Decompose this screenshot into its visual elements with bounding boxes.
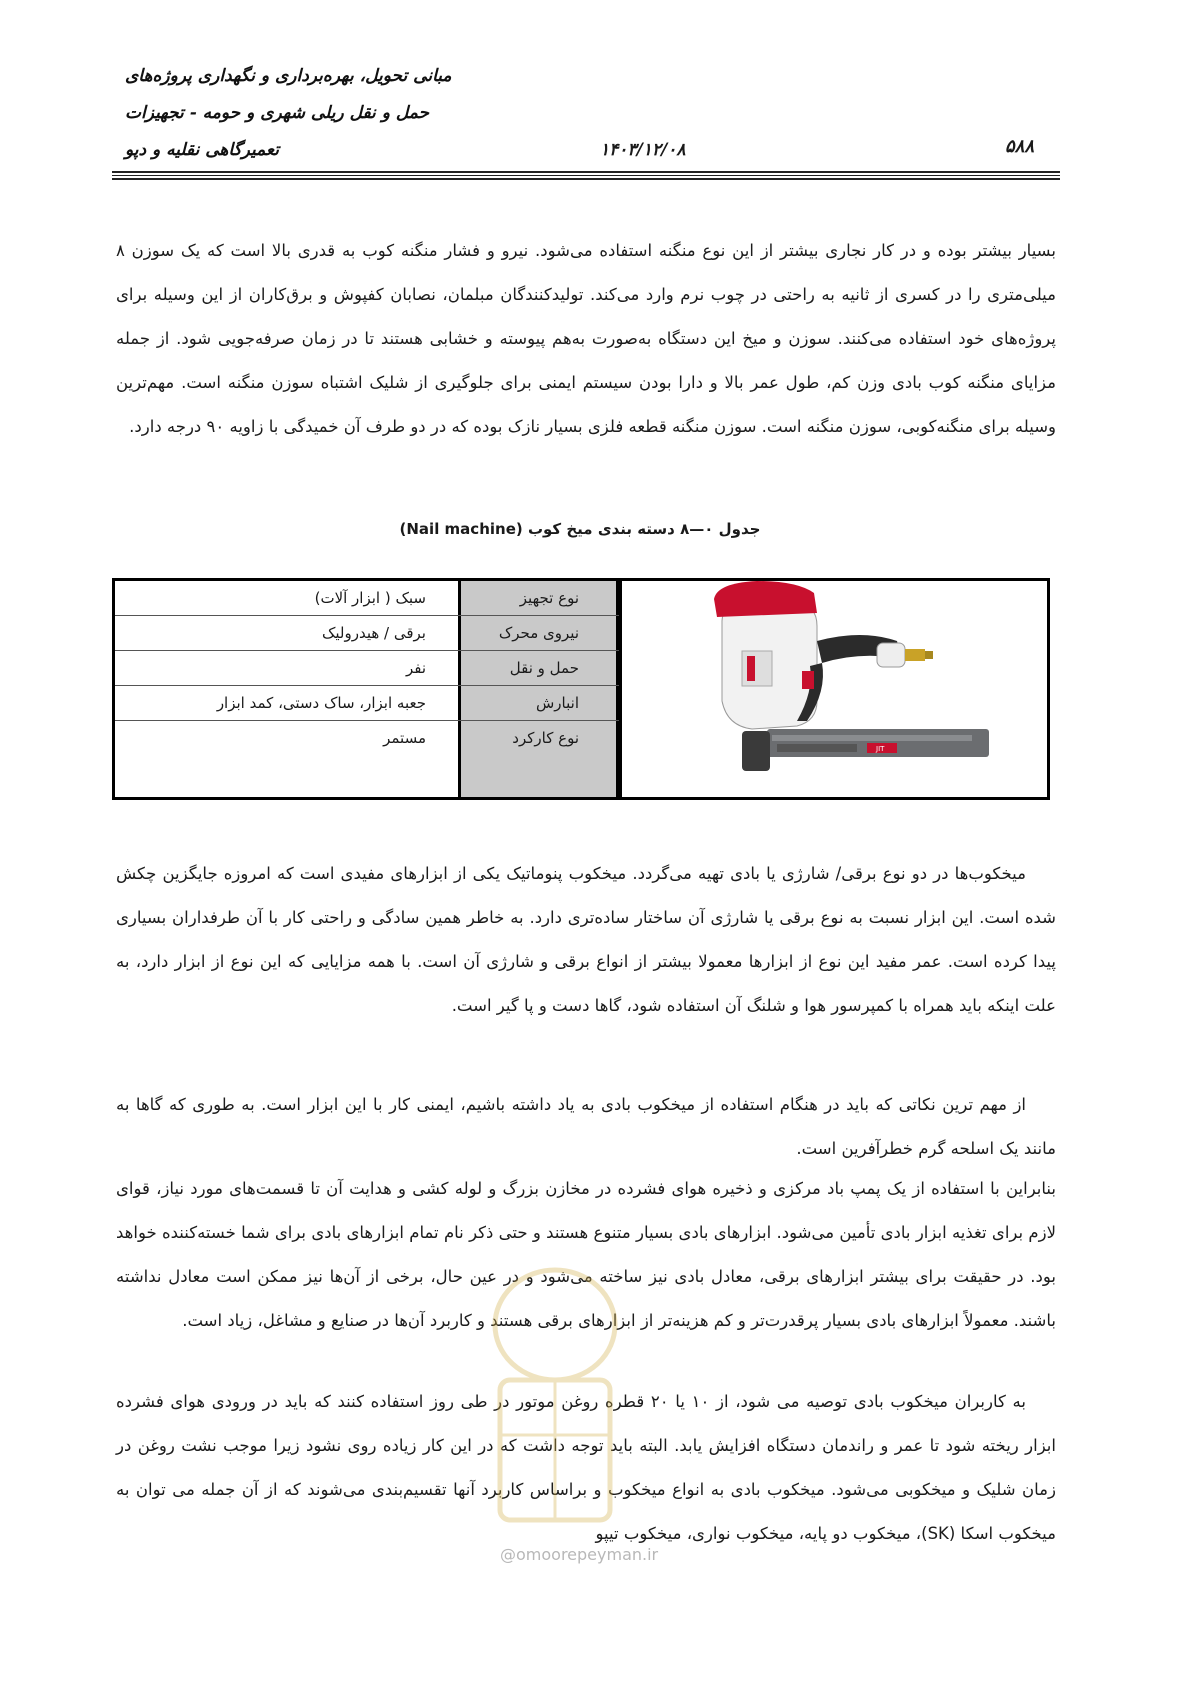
header-rule: [112, 178, 1060, 180]
row-value: نفر: [405, 659, 426, 677]
paragraph-safety: از مهم ترین نکاتی که باید در هنگام استفاده از میخکوب بادی به یاد داشته باشیم، ایمنی کار با این ابزار است. به طوری که گاها به مانند یک اسلحه گرم خطرآفرین است.: [116, 1094, 1056, 1158]
nail-gun-image-cell: [619, 581, 1047, 797]
row-label: انبارش: [536, 694, 579, 712]
nail-machine-table: [112, 578, 1050, 800]
header-rule: [112, 175, 1060, 176]
header-title-line3: تعمیرگاهی نقلیه و دپو: [125, 140, 279, 160]
row-value: برقی / هیدرولیک: [321, 624, 426, 642]
brand-label: JIT: [876, 745, 885, 753]
nail-gun-illustration: [622, 581, 1047, 797]
row-value: سبک ( ابزار آلات): [314, 589, 426, 607]
page-number: ۵۸۸: [1005, 136, 1035, 157]
watermark-logo: [480, 1265, 630, 1565]
row-label: نوع تجهیز: [519, 589, 579, 607]
watermark-text: @omoorepeyman.ir: [500, 1545, 659, 1564]
paragraph-maintenance: به کاربران میخکوب بادی توصیه می شود، از ۱۰ یا ۲۰ قطره روغن موتور در طی روز استفاده کنند که باید در ورودی هوای فشرده ابزار ریخته شود تا عمر و راندمان دستگاه افزایش یابد. البته باید توجه داشت که در این کار زیاده روی نشود زیرا موجب نشت روغن در زمان شلیک و میخکوبی می‌شود. میخکوب بادی به انواع میخکوب و براساس کاربرد آنها تقسیم‌بندی می‌شوند که از آن جمله می توان به میخکوب اسکا (SK)، میخکوب دو پایه، میخکوب نواری، میخکوب تیپو: [116, 1391, 1056, 1543]
paragraph-stapler: بسیار بیشتر بوده و در کار نجاری بیشتر از این نوع منگنه استفاده می‌شود. نیرو و فشار منگنه کوب به قدری بالا است که یک سوزن ۸ میلی‌متری را در کسری از ثانیه به راحتی در چوب نرم وارد می‌کند. تولیدکنندگان مبلمان، نصابان کفپوش و برق‌کاران از این وسیله برای پروژه‌های خود استفاده می‌کنند. سوزن و میخ این دستگاه به‌صورت به‌هم پیوسته و خشابی هستند تا در زمان صرفه‌جویی شود. از جمله مزایای منگنه کوب بادی وزن کم، طول عمر بالا و دارا بودن سیستم ایمنی برای جلوگیری از شلیک اشتباه سوزن منگنه است. مهم‌ترین وسیله برای منگنه‌کوبی، سوزن منگنه است. سوزن منگنه قطعه فلزی بسیار نازک بوده که در دو طرف آن خمیدگی با زاویه ۹۰ درجه دارد.: [116, 240, 1056, 436]
table-row: [115, 616, 619, 651]
row-label: نوع کارکرد: [512, 729, 579, 747]
row-value: مستمر: [383, 729, 426, 747]
row-label: نیروی محرک: [498, 624, 579, 642]
header-title-line1: مبانی تحویل، بهره‌برداری و نگهداری پروژه‌های: [125, 66, 452, 86]
table-row: [115, 651, 619, 686]
table-row: [115, 686, 619, 721]
table-row: [115, 721, 619, 756]
paragraph-pneumatic-tools: بنابراین با استفاده از یک پمپ باد مرکزی و ذخیره هوای فشرده در مخازن بزرگ و لوله کشی و هدایت آن تا قسمت‌های مورد نیاز، قوای لازم برای تغذیه ابزار بادی تأمین می‌شود. ابزارهای بادی بسیار متنوع هستند و حتی ذکر نام تمام ابزارهای بادی برای شما خسته‌کننده خواهد بود. در حقیقت برای بیشتر ابزارهای برقی، معادل بادی نیز ساخته می‌شود و در عین حال، برخی از آن‌ها نیز ممکن است معادل نداشته باشند. معمولاً ابزارهای بادی بسیار پرقدرت‌تر و کم هزینه‌تر از ابزارهای برقی هستند و کاربرد آن‌ها در صنایع و مشاغل، زیاد است.: [116, 1178, 1056, 1330]
paragraph-nail-gun-types: میخکوب‌ها در دو نوع برقی/ شارژی یا بادی تهیه می‌گردد. میخکوب پنوماتیک یکی از ابزارهای مفیدی است که امروزه جایگزین چکش شده است. این ابزار نسبت به نوع برقی یا شارژی آن ساختار ساده‌تری دارد. به خاطر همین سادگی و راحتی کار با آن طرفداران بسیاری پیدا کرده است. عمر مفید این نوع از ابزارها معمولا بیشتر از انواع برقی و شارژی آن است. با همه مزایایی که این نوع از ابزار دارد، به علت اینکه باید همراه با کمپرسور هوا و شلنگ آن استفاده شود، گاها دست و پا گیر است.: [116, 863, 1056, 1015]
row-value: جعبه ابزار، ساک دستی، کمد ابزار: [216, 694, 426, 712]
header-title-line2: حمل و نقل ریلی شهری و حومه - تجهیزات: [125, 103, 430, 123]
table-caption: جدول ۰—۸ دسته بندی میخ کوب (Nail machine): [399, 520, 761, 538]
header-rule: [112, 171, 1060, 173]
page-header: [0, 0, 1191, 190]
row-label: حمل و نقل: [509, 659, 579, 677]
table-row: [115, 581, 619, 616]
header-date: ۱۴۰۳/۱۲/۰۸: [600, 140, 686, 160]
